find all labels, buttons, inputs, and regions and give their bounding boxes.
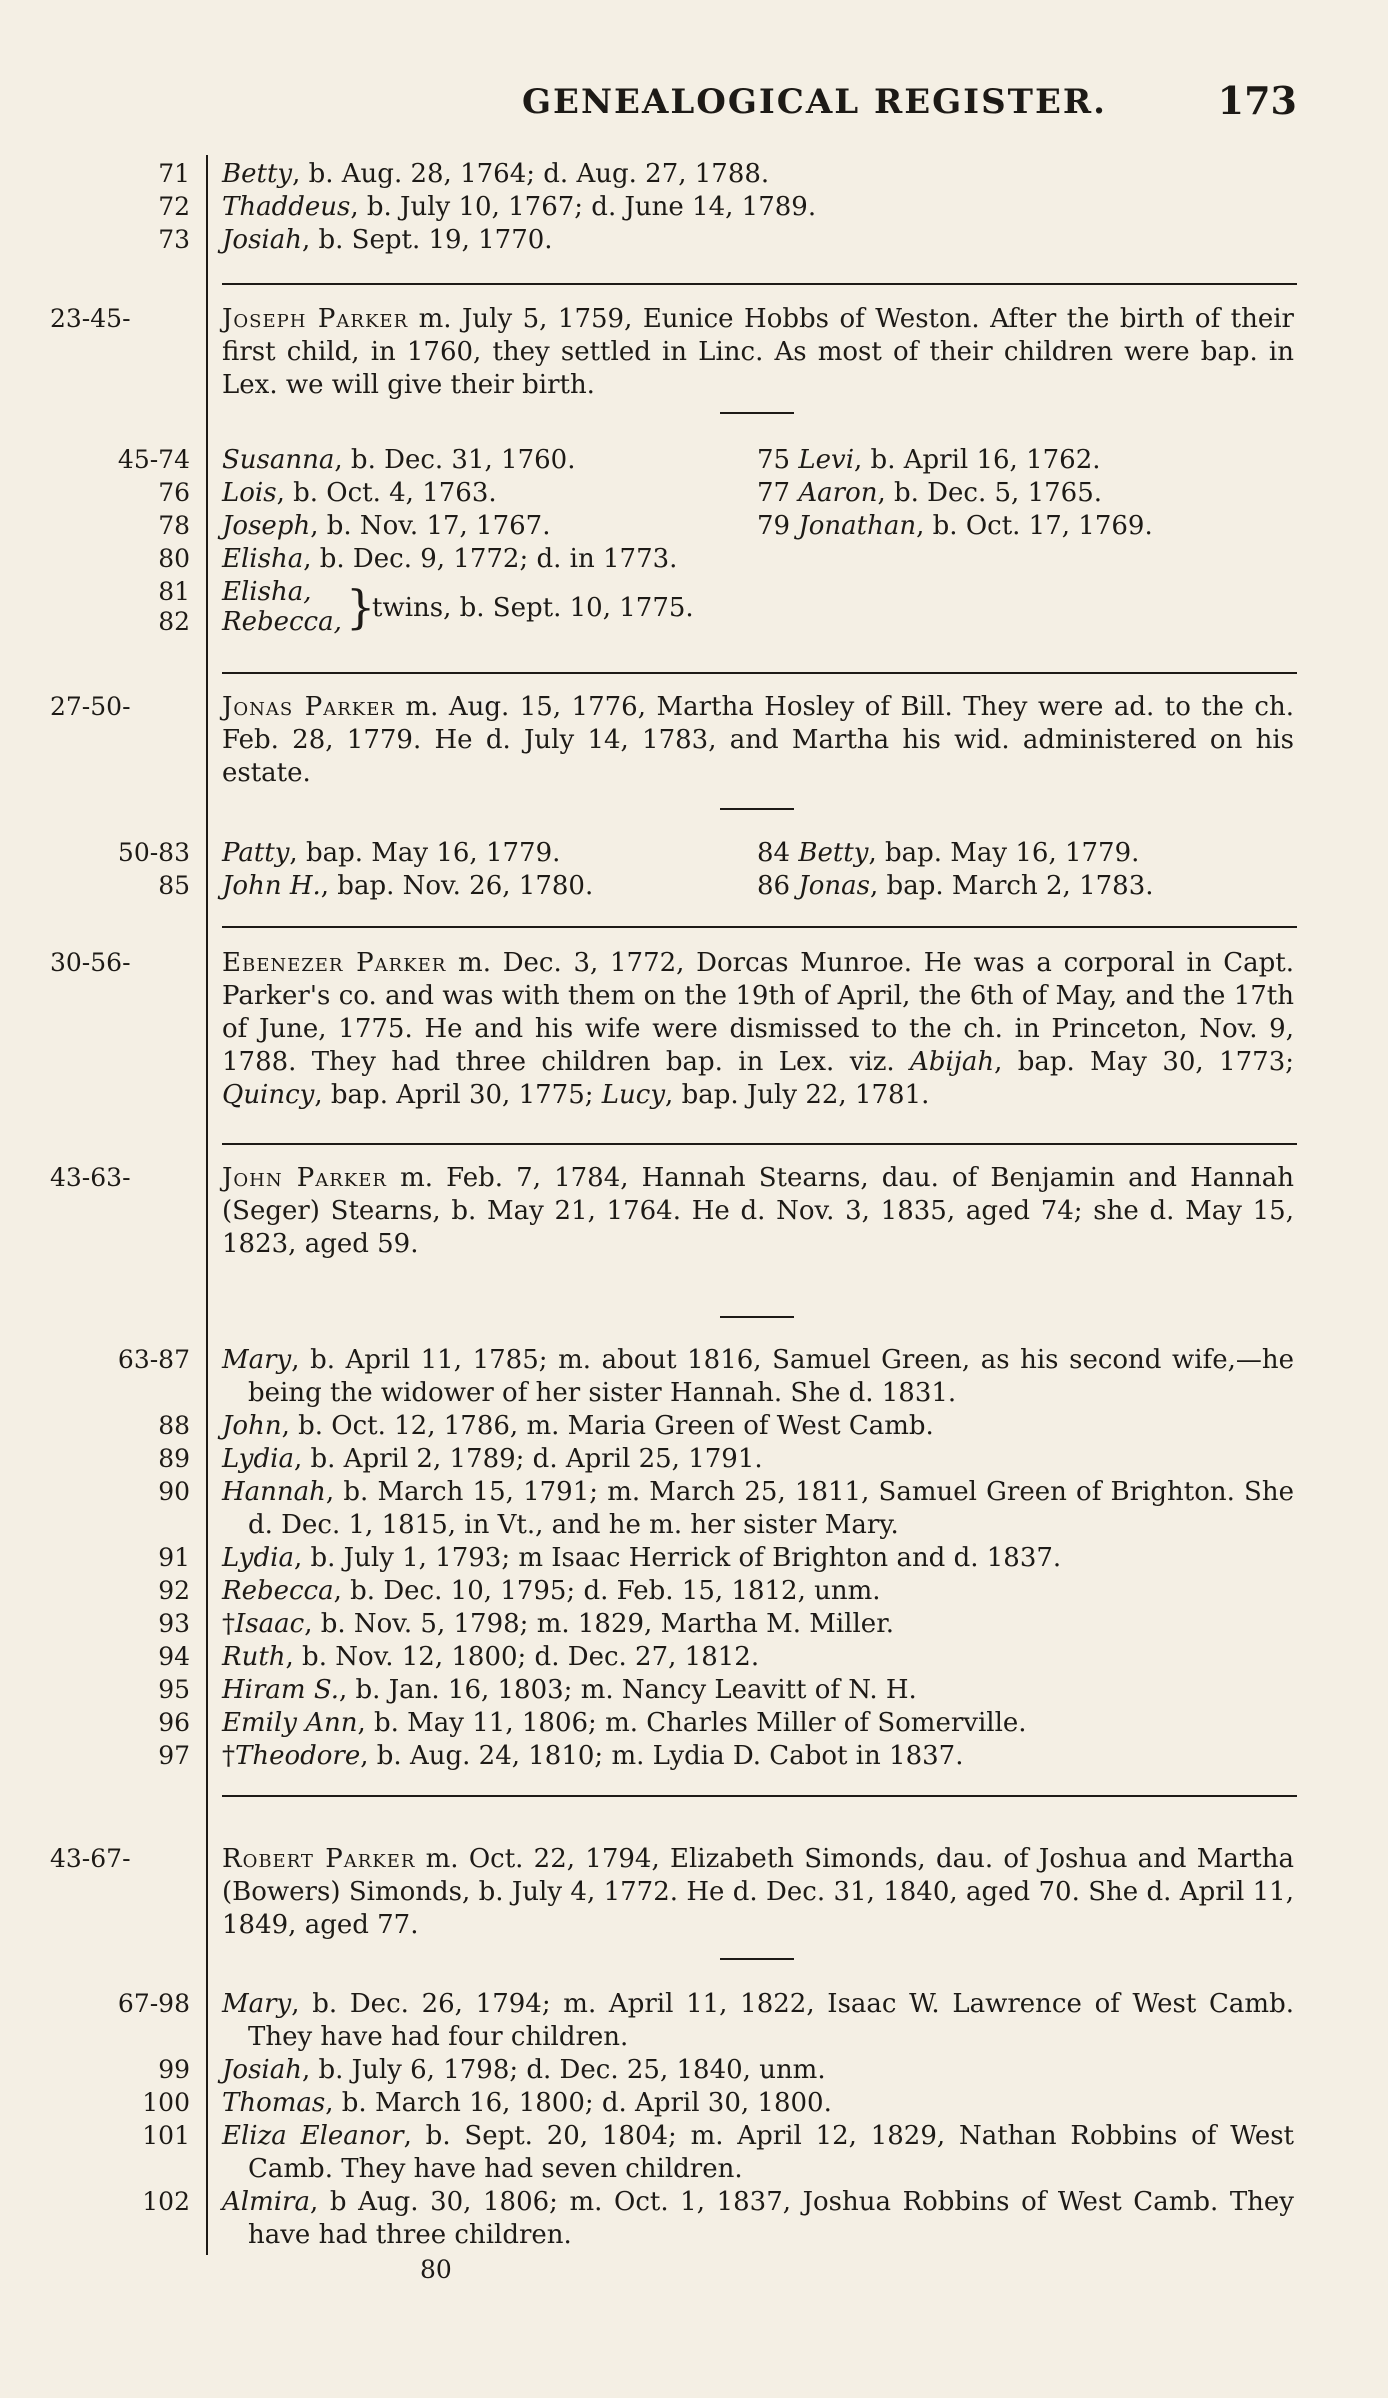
entry-number: 85	[158, 871, 190, 900]
child-entry: 75 Levi, b. April 16, 1762.	[757, 445, 1101, 475]
family-ref: 30-56-	[50, 948, 131, 977]
child-entry: Mary, b. April 11, 1785; m. about 1816, Samuel Green, as his second wife,—he being the widower of her sister Hannah. She d. 1831.	[222, 1345, 1294, 1408]
margin-rule	[206, 155, 208, 2255]
entry-number: 73	[158, 225, 190, 254]
family-paragraph: Robert Parker m. Oct. 22, 1794, Elizabeth Simonds, dau. of Joshua and Martha (Bowers) Simonds, b. July 4, 1772. He d. Dec. 31, 1840, aged 70. She d. April 11, 1849, aged 77.	[222, 1844, 1294, 1940]
short-divider	[720, 1316, 794, 1318]
section-divider	[222, 1795, 1297, 1797]
child-entry: Lydia, b. April 2, 1789; d. April 25, 1791.	[222, 1444, 763, 1474]
family-ref: 27-50-	[50, 692, 131, 721]
child-entry: Patty, bap. May 16, 1779.	[222, 838, 561, 868]
family-paragraph: John Parker m. Feb. 7, 1784, Hannah Stearns, dau. of Benjamin and Hannah (Seger) Stearns, b. May 21, 1764. He d. Nov. 3, 1835, aged 74; she d. May 15, 1823, aged 59.	[222, 1163, 1295, 1259]
child-entry: 77 Aaron, b. Dec. 5, 1765.	[757, 478, 1102, 508]
children-ref: 63-87	[117, 1345, 190, 1374]
entry-number: 101	[142, 2121, 190, 2150]
child-entry: Lois, b. Oct. 4, 1763.	[222, 478, 497, 508]
running-title: GENEALOGICAL REGISTER.	[522, 82, 1107, 122]
twins-text: twins, b. Sept. 10, 1775.	[372, 593, 694, 623]
child-entry: Elisha, b. Dec. 9, 1772; d. in 1773.	[222, 544, 678, 574]
entry-number: 89	[158, 1444, 190, 1473]
child-entry: Thaddeus, b. July 10, 1767; d. June 14, 1789.	[222, 192, 817, 222]
children-ref: 45-74	[117, 445, 190, 474]
child-entry: 79 Jonathan, b. Oct. 17, 1769.	[757, 511, 1153, 541]
entry-number: 88	[158, 1411, 190, 1440]
entry-number: 93	[158, 1609, 190, 1638]
section-divider	[222, 672, 1297, 674]
child-entry: Joseph, b. Nov. 17, 1767.	[222, 511, 551, 541]
signature-mark: 80	[420, 2255, 452, 2284]
child-entry: Josiah, b. July 6, 1798; d. Dec. 25, 1840, unm.	[222, 2055, 826, 2085]
entry-number: 92	[158, 1576, 190, 1605]
short-divider	[720, 1958, 794, 1960]
entry-number: 100	[142, 2088, 190, 2117]
section-divider	[222, 926, 1297, 928]
child-entry: Josiah, b. Sept. 19, 1770.	[222, 225, 553, 255]
child-entry: Thomas, b. March 16, 1800; d. April 30, 1800.	[222, 2088, 832, 2118]
section-divider	[222, 283, 1297, 285]
child-entry: Hannah, b. March 15, 1791; m. March 25, 1811, Samuel Green of Brighton. She d. Dec. 1, 1815, in Vt., and he m. her sister Mary.	[222, 1477, 1294, 1540]
entry-number: 90	[158, 1477, 190, 1506]
child-entry: Mary, b. Dec. 26, 1794; m. April 11, 1822, Isaac W. Lawrence of West Camb. They have had four children.	[222, 1989, 1294, 2052]
family-ref: 43-63-	[50, 1163, 131, 1192]
entry-number: 82	[158, 607, 190, 636]
child-entry: Lydia, b. July 1, 1793; m Isaac Herrick of Brighton and d. 1837.	[222, 1543, 1062, 1573]
child-entry: 86 Jonas, bap. March 2, 1783.	[757, 871, 1154, 901]
child-entry: Rebecca, b. Dec. 10, 1795; d. Feb. 15, 1812, unm.	[222, 1576, 881, 1606]
short-divider	[720, 412, 794, 414]
child-entry: †Isaac, b. Nov. 5, 1798; m. 1829, Martha M. Miller.	[222, 1609, 895, 1639]
family-ref: 23-45-	[50, 304, 131, 333]
child-entry: John H., bap. Nov. 26, 1780.	[222, 871, 594, 901]
entry-number: 91	[158, 1543, 190, 1572]
entry-number: 97	[158, 1741, 190, 1770]
children-ref: 50-83	[117, 838, 190, 867]
child-entry: Eliza Eleanor, b. Sept. 20, 1804; m. April 12, 1829, Nathan Robbins of West Camb. They have had seven children.	[222, 2121, 1294, 2184]
twin-name: Elisha,	[222, 577, 312, 607]
child-entry: Almira, b Aug. 30, 1806; m. Oct. 1, 1837, Joshua Robbins of West Camb. They have had three children.	[222, 2187, 1294, 2250]
entry-number: 71	[158, 159, 190, 188]
family-paragraph: Ebenezer Parker m. Dec. 3, 1772, Dorcas Munroe. He was a corporal in Capt. Parker's co. and was with them on the 19th of April, the 6th of May, and the 17th of June, 1775. He and his wife were dismissed to the ch. in Princeton, Nov. 9, 1788. They had three children bap. in Lex. viz. Abijah, bap. May 30, 1773; Quincy, bap. April 30, 1775; Lucy, bap. July 22, 1781.	[222, 948, 1294, 1110]
child-entry: Hiram S., b. Jan. 16, 1803; m. Nancy Leavitt of N. H.	[222, 1675, 917, 1705]
child-entry: †Theodore, b. Aug. 24, 1810; m. Lydia D. Cabot in 1837.	[222, 1741, 964, 1771]
entry-number: 102	[142, 2187, 190, 2216]
family-paragraph: Jonas Parker m. Aug. 15, 1776, Martha Hosley of Bill. They were ad. to the ch. Feb. 28, 1779. He d. July 14, 1783, and Martha his wid. administered on his estate.	[222, 692, 1294, 788]
entry-number: 72	[158, 192, 190, 221]
entry-number: 99	[158, 2055, 190, 2084]
page-number: 173	[1217, 78, 1297, 123]
child-entry: Betty, b. Aug. 28, 1764; d. Aug. 27, 1788.	[222, 159, 770, 189]
entry-number: 80	[158, 544, 190, 573]
section-divider	[222, 1143, 1297, 1145]
entry-number: 96	[158, 1708, 190, 1737]
entry-number: 76	[158, 478, 190, 507]
child-entry: Susanna, b. Dec. 31, 1760.	[222, 445, 576, 475]
entry-number: 78	[158, 511, 190, 540]
child-entry: Ruth, b. Nov. 12, 1800; d. Dec. 27, 1812.	[222, 1642, 760, 1672]
twin-name: Rebecca,	[222, 607, 342, 637]
family-paragraph: Joseph Parker m. July 5, 1759, Eunice Hobbs of Weston. After the birth of their first child, in 1760, they settled in Linc. As most of their children were bap. in Lex. we will give their birth.	[222, 304, 1294, 400]
short-divider	[720, 808, 794, 810]
entry-number: 95	[158, 1675, 190, 1704]
children-ref: 67-98	[117, 1989, 190, 2018]
child-entry: Emily Ann, b. May 11, 1806; m. Charles Miller of Somerville.	[222, 1708, 1027, 1738]
family-ref: 43-67-	[50, 1844, 131, 1873]
page-header	[222, 72, 1297, 132]
entry-number: 94	[158, 1642, 190, 1671]
child-entry: 84 Betty, bap. May 16, 1779.	[757, 838, 1140, 868]
child-entry: John, b. Oct. 12, 1786, m. Maria Green of West Camb.	[222, 1411, 934, 1441]
entry-number: 81	[158, 577, 190, 606]
brace-icon: }	[346, 580, 376, 634]
